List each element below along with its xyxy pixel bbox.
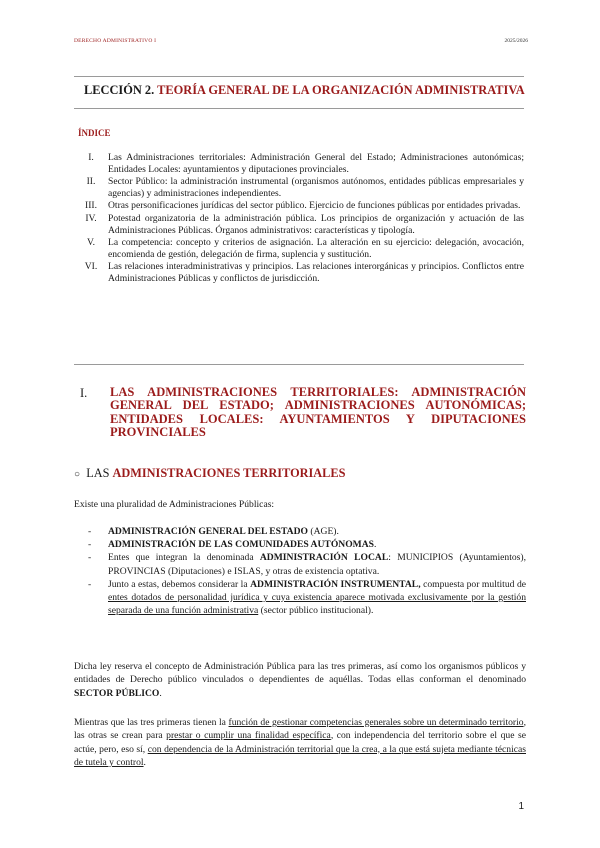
lesson-title <box>84 83 525 98</box>
list-item: - Entes que integran la denominada ADMINISTRACIÓN LOCAL: MUNICIPIOS (Ayuntamientos), PROVINCIAS (Diputaciones) e ISLAS, y otras de existencia optativa. <box>88 552 526 577</box>
index-item: V. La competencia: concepto y criterios de asignación. La alteración en su ejercicio: delegación, avocación, encomienda de gestión, delegación de firma, suplencia y sustitución. <box>86 237 524 260</box>
index-list <box>74 152 524 286</box>
lesson-prefix: LECCIÓN 2. <box>84 83 155 97</box>
index-item: IV. Potestad organizatoria de la administración pública. Los principios de organización y actuación de las Administraciones Públicas. Órganos administrativos: características y tipología. <box>85 212 524 236</box>
index-heading: ÍNDICE <box>78 128 111 138</box>
list-item: - Junto a estas, debemos considerar la ADMINISTRACIÓN INSTRUMENTAL, compuesta por multitud de entes dotados de personalidad jurídica y cuya existencia aparece motivada exclusivamente por la gestión separada de una función administrativa (sector público institucional). <box>88 578 527 617</box>
paragraph-functions: Mientras que las tres primeras tienen la función de gestionar competencias generales sobre un determinado territorio, las otras se crean para prestar o cumplir una finalidad específica, con independencia del territorio sobre el que se actúe, pero, eso sí, con dependencia de la Administración territorial que la crea, a la que está sujeta mediante técnicas de tutela y control. <box>74 717 526 768</box>
administrations-list <box>88 525 526 617</box>
subsection-heading: ○ LAS ADMINISTRACIONES TERRITORIALES <box>74 466 346 480</box>
index-item: I. Las Administraciones territoriales: Administración General del Estado; Administraciones autonómicas; Entidades Locales: ayuntamientos y diputaciones provinciales. <box>88 152 524 175</box>
header-course: DERECHO ADMINISTRATIVO I <box>74 38 157 44</box>
paragraph-sector-publico: Dicha ley reserva el concepto de Administración Pública para las tres primeras, así como los organismos públicos y entidades de Derecho público vinculados o dependientes de aquéllas. Todas ellas conforman el denominado SECTOR PÚBLICO. <box>74 661 526 699</box>
list-item: - ADMINISTRACIÓN GENERAL DEL ESTADO (AGE). <box>88 526 339 537</box>
page-number: 1 <box>518 801 524 812</box>
index-item: III. Otras personificaciones jurídicas del sector público. Ejercicio de funciones públicas por entidades privadas. <box>85 200 521 212</box>
header-year: 2025/2026 <box>504 38 528 44</box>
divider-top <box>74 76 524 77</box>
index-item: VI. Las relaciones interadministrativas y principios. Las relaciones interorgánicas y principios. Conflictos entre Administraciones Públicas y conflictos de jurisdicción. <box>84 261 524 284</box>
divider-index <box>74 364 524 365</box>
section-number: I. <box>80 386 88 400</box>
list-item: - ADMINISTRACIÓN DE LAS COMUNIDADES AUTÓNOMAS. <box>88 539 377 551</box>
circle-bullet-icon: ○ <box>74 469 81 480</box>
intro-text: Existe una pluralidad de Administraciones Públicas: <box>74 499 275 510</box>
divider-title <box>74 108 524 109</box>
index-item: II. Sector Público: la administración instrumental (organismos autónomos, entidades públicas empresariales y agencias) y administraciones independientes. <box>86 176 524 199</box>
section-title: LAS ADMINISTRACIONES TERRITORIALES: ADMINISTRACIÓN GENERAL DEL ESTADO; ADMINISTRACIONES AUTONÓMICAS; ENTIDADES LOCALES: AYUNTAMIENTOS Y DIPUTACIONES PROVINCIALES <box>110 385 526 440</box>
lesson-name: TEORÍA GENERAL DE LA ORGANIZACIÓN ADMINISTRATIVA <box>157 83 525 97</box>
